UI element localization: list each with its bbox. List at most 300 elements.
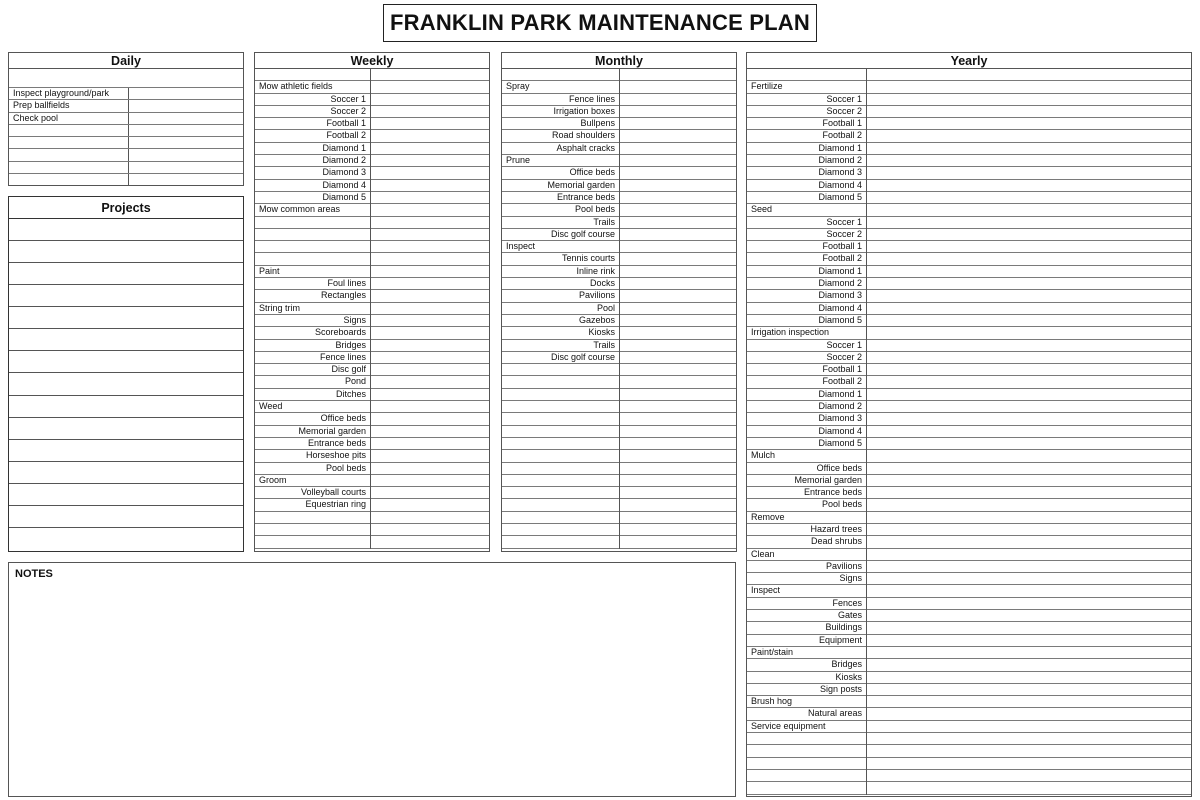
yearly-task-label: Office beds <box>816 462 862 473</box>
project-row[interactable] <box>9 263 243 285</box>
yearly-entry-cell[interactable] <box>867 758 1191 769</box>
monthly-entry-cell[interactable] <box>620 450 736 461</box>
yearly-row <box>747 303 1191 315</box>
yearly-task-label <box>747 69 866 80</box>
weekly-task-label: Signs <box>343 314 366 325</box>
yearly-task-label: Hazard trees <box>810 523 862 534</box>
daily-task-label: Check pool <box>13 112 59 123</box>
yearly-entry-cell[interactable] <box>867 352 1191 363</box>
yearly-row <box>747 130 1191 142</box>
monthly-task-label <box>502 69 619 80</box>
yearly-entry-cell[interactable] <box>867 413 1191 424</box>
weekly-entry-cell[interactable] <box>371 340 489 351</box>
yearly-entry-cell[interactable] <box>867 376 1191 387</box>
weekly-task-label: Groom <box>259 474 287 485</box>
project-row[interactable] <box>9 462 243 484</box>
yearly-entry-cell[interactable] <box>867 81 1191 92</box>
yearly-entry-cell[interactable] <box>867 426 1191 437</box>
weekly-entry-cell[interactable] <box>371 290 489 301</box>
monthly-entry-cell[interactable] <box>620 512 736 523</box>
monthly-task-label <box>502 413 619 424</box>
monthly-entry-cell[interactable] <box>620 463 736 474</box>
weekly-row <box>255 94 489 106</box>
monthly-task-label: Docks <box>589 278 615 289</box>
daily-row <box>9 125 243 137</box>
yearly-entry-cell[interactable] <box>867 573 1191 584</box>
yearly-task-label: Diamond 3 <box>818 290 862 301</box>
project-row[interactable] <box>9 418 243 440</box>
notes-section[interactable] <box>8 562 736 797</box>
yearly-entry-cell[interactable] <box>867 598 1191 609</box>
monthly-entry-cell[interactable] <box>620 118 736 129</box>
monthly-entry-cell[interactable] <box>620 438 736 449</box>
weekly-task-label: Rectangles <box>320 290 366 301</box>
monthly-task-label: Memorial garden <box>547 179 615 190</box>
yearly-entry-cell[interactable] <box>867 118 1191 129</box>
weekly-entry-cell[interactable] <box>371 253 489 264</box>
monthly-entry-cell[interactable] <box>620 315 736 326</box>
yearly-row <box>747 475 1191 487</box>
yearly-entry-cell[interactable] <box>867 782 1191 793</box>
weekly-section <box>254 52 490 552</box>
monthly-task-label: Bullpens <box>580 118 615 129</box>
weekly-row <box>255 463 489 475</box>
yearly-entry-cell[interactable] <box>867 94 1191 105</box>
weekly-entry-cell[interactable] <box>371 499 489 510</box>
yearly-task-label: Soccer 1 <box>826 93 862 104</box>
project-row[interactable] <box>9 285 243 307</box>
yearly-row <box>747 143 1191 155</box>
weekly-entry-cell[interactable] <box>371 327 489 338</box>
weekly-entry-cell[interactable] <box>371 315 489 326</box>
yearly-entry-cell[interactable] <box>867 499 1191 510</box>
yearly-entry-cell[interactable] <box>867 721 1191 732</box>
yearly-entry-cell[interactable] <box>867 340 1191 351</box>
projects-section <box>8 196 244 552</box>
yearly-row <box>747 684 1191 696</box>
daily-entry-cell[interactable] <box>129 125 243 136</box>
weekly-entry-cell[interactable] <box>371 241 489 252</box>
yearly-entry-cell[interactable] <box>867 659 1191 670</box>
yearly-row <box>747 549 1191 561</box>
yearly-entry-cell[interactable] <box>867 143 1191 154</box>
project-row[interactable] <box>9 484 243 506</box>
yearly-entry-cell[interactable] <box>867 180 1191 191</box>
weekly-entry-cell[interactable] <box>371 81 489 92</box>
yearly-row <box>747 204 1191 216</box>
yearly-task-label: Football 2 <box>822 376 862 387</box>
weekly-entry-cell[interactable] <box>371 512 489 523</box>
yearly-row <box>747 315 1191 327</box>
daily-section <box>8 52 244 186</box>
yearly-row <box>747 561 1191 573</box>
weekly-entry-cell[interactable] <box>371 143 489 154</box>
monthly-entry-cell[interactable] <box>620 81 736 92</box>
weekly-entry-cell[interactable] <box>371 278 489 289</box>
yearly-row <box>747 376 1191 388</box>
yearly-entry-cell[interactable] <box>867 549 1191 560</box>
monthly-entry-cell[interactable] <box>620 340 736 351</box>
yearly-entry-cell[interactable] <box>867 635 1191 646</box>
yearly-row <box>747 708 1191 720</box>
weekly-row <box>255 217 489 229</box>
monthly-entry-cell[interactable] <box>620 536 736 547</box>
yearly-row <box>747 81 1191 93</box>
weekly-task-label: Equestrian ring <box>305 499 366 510</box>
yearly-entry-cell[interactable] <box>867 463 1191 474</box>
weekly-entry-cell[interactable] <box>371 94 489 105</box>
yearly-task-label: Diamond 4 <box>818 179 862 190</box>
monthly-entry-cell[interactable] <box>620 155 736 166</box>
daily-task-label <box>9 149 128 160</box>
weekly-row <box>255 106 489 118</box>
yearly-task-label: Soccer 1 <box>826 339 862 350</box>
weekly-entry-cell[interactable] <box>371 106 489 117</box>
weekly-task-label: Weed <box>259 401 283 412</box>
weekly-task-label: Volleyball courts <box>300 487 366 498</box>
yearly-row <box>747 229 1191 241</box>
weekly-row <box>255 487 489 499</box>
yearly-entry-cell[interactable] <box>867 561 1191 572</box>
yearly-entry-cell[interactable] <box>867 217 1191 228</box>
weekly-task-label: Horseshoe pits <box>305 450 366 461</box>
yearly-row <box>747 352 1191 364</box>
weekly-task-label <box>255 512 370 523</box>
yearly-task-label: Football 1 <box>822 241 862 252</box>
monthly-task-label <box>502 364 619 375</box>
yearly-task-label: Diamond 5 <box>818 437 862 448</box>
weekly-task-label <box>255 69 370 80</box>
monthly-entry-cell[interactable] <box>620 487 736 498</box>
weekly-entry-cell[interactable] <box>371 401 489 412</box>
yearly-task-label: Gates <box>837 610 862 621</box>
weekly-entry-cell[interactable] <box>371 426 489 437</box>
weekly-entry-cell[interactable] <box>371 536 489 547</box>
monthly-entry-cell[interactable] <box>620 180 736 191</box>
yearly-entry-cell[interactable] <box>867 266 1191 277</box>
yearly-entry-cell[interactable] <box>867 475 1191 486</box>
yearly-entry-cell[interactable] <box>867 536 1191 547</box>
project-row[interactable] <box>9 241 243 263</box>
yearly-entry-cell[interactable] <box>867 364 1191 375</box>
yearly-task-label: Entrance beds <box>803 487 862 498</box>
yearly-entry-cell[interactable] <box>867 438 1191 449</box>
weekly-entry-cell[interactable] <box>371 376 489 387</box>
yearly-task-label: Signs <box>839 573 862 584</box>
yearly-task-list <box>747 69 1191 795</box>
weekly-entry-cell[interactable] <box>371 180 489 191</box>
weekly-entry-cell[interactable] <box>371 266 489 277</box>
monthly-entry-cell[interactable] <box>620 229 736 240</box>
monthly-entry-cell[interactable] <box>620 524 736 535</box>
monthly-entry-cell[interactable] <box>620 217 736 228</box>
monthly-entry-cell[interactable] <box>620 303 736 314</box>
weekly-row <box>255 352 489 364</box>
yearly-entry-cell[interactable] <box>867 204 1191 215</box>
monthly-entry-cell[interactable] <box>620 352 736 363</box>
project-row[interactable] <box>9 528 243 550</box>
weekly-row <box>255 204 489 216</box>
yearly-entry-cell[interactable] <box>867 487 1191 498</box>
yearly-task-label: Fences <box>832 597 862 608</box>
weekly-entry-cell[interactable] <box>371 413 489 424</box>
yearly-entry-cell[interactable] <box>867 610 1191 621</box>
yearly-entry-cell[interactable] <box>867 290 1191 301</box>
monthly-entry-cell[interactable] <box>620 413 736 424</box>
daily-entry-cell[interactable] <box>129 149 243 160</box>
weekly-task-label: Memorial garden <box>298 425 366 436</box>
yearly-task-label: Dead shrubs <box>810 536 862 547</box>
weekly-entry-cell[interactable] <box>371 217 489 228</box>
yearly-row <box>747 155 1191 167</box>
yearly-entry-cell[interactable] <box>867 192 1191 203</box>
yearly-row <box>747 401 1191 413</box>
monthly-task-label <box>502 499 619 510</box>
daily-entry-cell[interactable] <box>129 137 243 148</box>
weekly-entry-cell[interactable] <box>371 524 489 535</box>
weekly-task-label <box>255 229 370 240</box>
weekly-row <box>255 499 489 511</box>
project-row[interactable] <box>9 351 243 373</box>
project-row[interactable] <box>9 219 243 241</box>
yearly-entry-cell[interactable] <box>867 524 1191 535</box>
yearly-entry-cell[interactable] <box>867 672 1191 683</box>
yearly-entry-cell[interactable] <box>867 69 1191 80</box>
yearly-row <box>747 94 1191 106</box>
monthly-task-label: Disc golf course <box>550 228 615 239</box>
yearly-entry-cell[interactable] <box>867 622 1191 633</box>
weekly-task-label: Pool beds <box>325 462 366 473</box>
yearly-entry-cell[interactable] <box>867 745 1191 756</box>
weekly-row <box>255 192 489 204</box>
yearly-row <box>747 721 1191 733</box>
monthly-entry-cell[interactable] <box>620 69 736 80</box>
yearly-entry-cell[interactable] <box>867 327 1191 338</box>
weekly-entry-cell[interactable] <box>371 229 489 240</box>
notes-heading: NOTES <box>15 568 53 580</box>
daily-task-label <box>9 125 128 136</box>
yearly-entry-cell[interactable] <box>867 708 1191 719</box>
yearly-entry-cell[interactable] <box>867 315 1191 326</box>
yearly-entry-cell[interactable] <box>867 241 1191 252</box>
yearly-entry-cell[interactable] <box>867 401 1191 412</box>
monthly-entry-cell[interactable] <box>620 192 736 203</box>
weekly-row <box>255 315 489 327</box>
weekly-task-label: Diamond 5 <box>322 191 366 202</box>
weekly-entry-cell[interactable] <box>371 204 489 215</box>
yearly-entry-cell[interactable] <box>867 253 1191 264</box>
monthly-entry-cell[interactable] <box>620 106 736 117</box>
yearly-entry-cell[interactable] <box>867 389 1191 400</box>
weekly-task-label: Soccer 2 <box>330 105 366 116</box>
monthly-entry-cell[interactable] <box>620 253 736 264</box>
weekly-row <box>255 278 489 290</box>
project-row[interactable] <box>9 440 243 462</box>
monthly-entry-cell[interactable] <box>620 278 736 289</box>
yearly-task-label: Remove <box>751 511 785 522</box>
yearly-entry-cell[interactable] <box>867 303 1191 314</box>
monthly-task-label: Pool <box>596 302 615 313</box>
weekly-entry-cell[interactable] <box>371 118 489 129</box>
yearly-entry-cell[interactable] <box>867 130 1191 141</box>
weekly-row <box>255 327 489 339</box>
weekly-task-label: Mow athletic fields <box>259 81 333 92</box>
weekly-entry-cell[interactable] <box>371 167 489 178</box>
weekly-row <box>255 81 489 93</box>
project-row[interactable] <box>9 373 243 395</box>
weekly-task-label: Football 1 <box>326 118 366 129</box>
monthly-task-label: Office beds <box>569 167 615 178</box>
daily-task-label <box>9 162 128 173</box>
weekly-row <box>255 155 489 167</box>
yearly-row <box>747 598 1191 610</box>
monthly-entry-cell[interactable] <box>620 389 736 400</box>
yearly-row <box>747 745 1191 757</box>
yearly-task-label: Diamond 5 <box>818 314 862 325</box>
monthly-entry-cell[interactable] <box>620 475 736 486</box>
weekly-row <box>255 180 489 192</box>
daily-row <box>9 174 243 186</box>
weekly-entry-cell[interactable] <box>371 463 489 474</box>
weekly-task-label <box>255 217 370 228</box>
yearly-entry-cell[interactable] <box>867 167 1191 178</box>
yearly-task-label: Soccer 2 <box>826 351 862 362</box>
daily-entry-cell[interactable] <box>129 162 243 173</box>
yearly-task-label: Paint/stain <box>751 646 794 657</box>
weekly-task-label: Bridges <box>335 339 366 350</box>
yearly-row <box>747 413 1191 425</box>
weekly-task-label: Diamond 1 <box>322 142 366 153</box>
monthly-task-label: Tennis courts <box>561 253 615 264</box>
monthly-entry-cell[interactable] <box>620 130 736 141</box>
monthly-entry-cell[interactable] <box>620 327 736 338</box>
weekly-row <box>255 69 489 81</box>
yearly-row <box>747 167 1191 179</box>
daily-task-label: Prep ballfields <box>13 100 70 111</box>
weekly-entry-cell[interactable] <box>371 155 489 166</box>
daily-entry-cell[interactable] <box>129 88 243 99</box>
yearly-entry-cell[interactable] <box>867 733 1191 744</box>
yearly-row <box>747 463 1191 475</box>
yearly-row <box>747 450 1191 462</box>
weekly-entry-cell[interactable] <box>371 487 489 498</box>
weekly-entry-cell[interactable] <box>371 69 489 80</box>
weekly-entry-cell[interactable] <box>371 389 489 400</box>
weekly-entry-cell[interactable] <box>371 450 489 461</box>
yearly-entry-cell[interactable] <box>867 684 1191 695</box>
weekly-row <box>255 167 489 179</box>
monthly-entry-cell[interactable] <box>620 401 736 412</box>
yearly-task-label: Diamond 1 <box>818 388 862 399</box>
weekly-task-label <box>255 253 370 264</box>
yearly-row <box>747 364 1191 376</box>
yearly-task-label: Memorial garden <box>794 474 862 485</box>
monthly-entry-cell[interactable] <box>620 290 736 301</box>
daily-entry-cell[interactable] <box>129 174 243 186</box>
weekly-entry-cell[interactable] <box>371 303 489 314</box>
weekly-row <box>255 536 489 548</box>
weekly-column-divider <box>370 69 371 549</box>
weekly-entry-cell[interactable] <box>371 364 489 375</box>
weekly-entry-cell[interactable] <box>371 130 489 141</box>
yearly-entry-cell[interactable] <box>867 585 1191 596</box>
weekly-task-label: Disc golf <box>331 364 366 375</box>
yearly-row <box>747 622 1191 634</box>
monthly-entry-cell[interactable] <box>620 266 736 277</box>
yearly-task-label: Diamond 2 <box>818 401 862 412</box>
weekly-task-label <box>255 524 370 535</box>
weekly-entry-cell[interactable] <box>371 192 489 203</box>
yearly-entry-cell[interactable] <box>867 278 1191 289</box>
weekly-entry-cell[interactable] <box>371 352 489 363</box>
yearly-task-label: Diamond 4 <box>818 302 862 313</box>
project-row[interactable] <box>9 396 243 418</box>
yearly-row <box>747 253 1191 265</box>
weekly-row <box>255 376 489 388</box>
weekly-task-label: Football 2 <box>326 130 366 141</box>
yearly-row <box>747 610 1191 622</box>
project-row[interactable] <box>9 307 243 329</box>
monthly-entry-cell[interactable] <box>620 376 736 387</box>
yearly-row <box>747 241 1191 253</box>
weekly-task-label: Ditches <box>335 388 366 399</box>
monthly-entry-cell[interactable] <box>620 204 736 215</box>
weekly-entry-cell[interactable] <box>371 475 489 486</box>
yearly-task-label: Diamond 1 <box>818 265 862 276</box>
yearly-entry-cell[interactable] <box>867 512 1191 523</box>
project-row[interactable] <box>9 329 243 351</box>
monthly-task-label <box>502 524 619 535</box>
yearly-task-label: Bridges <box>831 659 862 670</box>
monthly-heading: Monthly <box>502 53 736 69</box>
daily-task-label <box>9 174 128 186</box>
yearly-row <box>747 733 1191 745</box>
daily-row <box>9 137 243 149</box>
weekly-row <box>255 253 489 265</box>
daily-row <box>9 113 243 125</box>
yearly-entry-cell[interactable] <box>867 696 1191 707</box>
yearly-entry-cell[interactable] <box>867 647 1191 658</box>
yearly-entry-cell[interactable] <box>867 229 1191 240</box>
monthly-task-label: Asphalt cracks <box>556 142 615 153</box>
project-row[interactable] <box>9 506 243 528</box>
monthly-entry-cell[interactable] <box>620 167 736 178</box>
monthly-entry-cell[interactable] <box>620 364 736 375</box>
weekly-entry-cell[interactable] <box>371 438 489 449</box>
monthly-task-label <box>502 536 619 547</box>
monthly-entry-cell[interactable] <box>620 143 736 154</box>
yearly-row <box>747 217 1191 229</box>
daily-entry-cell[interactable] <box>129 113 243 124</box>
monthly-entry-cell[interactable] <box>620 94 736 105</box>
daily-entry-cell[interactable] <box>129 100 243 111</box>
monthly-entry-cell[interactable] <box>620 426 736 437</box>
yearly-row <box>747 180 1191 192</box>
yearly-row <box>747 524 1191 536</box>
yearly-row <box>747 278 1191 290</box>
yearly-entry-cell[interactable] <box>867 155 1191 166</box>
yearly-entry-cell[interactable] <box>867 450 1191 461</box>
monthly-entry-cell[interactable] <box>620 241 736 252</box>
yearly-entry-cell[interactable] <box>867 106 1191 117</box>
yearly-entry-cell[interactable] <box>867 770 1191 781</box>
weekly-task-label: Soccer 1 <box>330 93 366 104</box>
weekly-row <box>255 340 489 352</box>
monthly-task-label: Inline rink <box>576 265 615 276</box>
weekly-task-list <box>255 69 489 549</box>
monthly-entry-cell[interactable] <box>620 499 736 510</box>
monthly-task-label <box>502 389 619 400</box>
